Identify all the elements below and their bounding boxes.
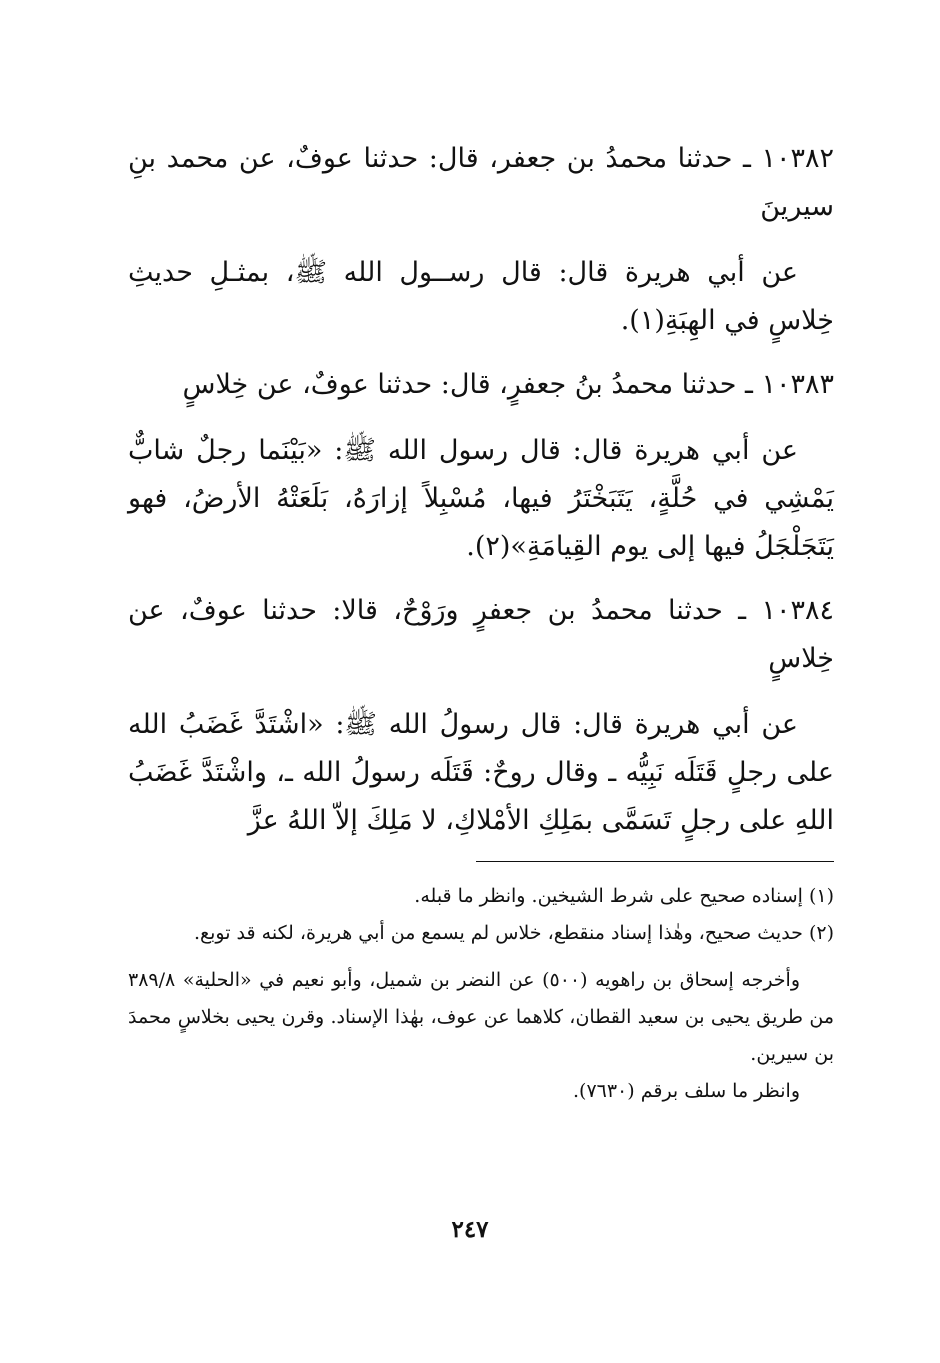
footnote-2: (٢) حديث صحيح، وهٰذا إسناد منقطع، خلاس لم يسمع من أبي هريرة، لكنه قد توبع. — [193, 922, 834, 944]
footnote-divider — [476, 861, 834, 862]
hadith-10383-chain: ١٠٣٨٣ ـ حدثنا محمدُ بنُ جعفرٍ، قال: حدثنا عوفٌ، عن خِلاسٍ — [182, 369, 834, 400]
footnote-2-see-also: وانظر ما سلف برقم (٧٦٣٠). — [572, 1080, 800, 1102]
hadith-10384-text: عن أبي هريرة قال: قال رسولُ الله ﷺ: «اشْتَدَّ غَضَبُ الله على رجلٍ قَتَلَه نَبِيُّه ـ وقال روحٌ: قَتَلَه رسولُ الله ـ، واشْتَدَّ غَضَبُ اللهِ على رجلٍ تَسَمَّى بمَلِكِ الأمْلاكِ، لا مَلِكَ إلاّ اللهُ عزَّ — [128, 709, 834, 836]
hadith-10382-text: عن أبي هريرة قال: قال رســول الله ﷺ، بمثـلِ حديثِ خِلاسٍ في الهِبَةِ(١). — [128, 257, 834, 336]
hadith-10384-chain: ١٠٣٨٤ ـ حدثنا محمدُ بن جعفرٍ ورَوْحٌ، قالا: حدثنا عوفٌ، عن خِلاسٍ — [128, 595, 834, 674]
footnote-2-sources: وأخرجه إسحاق بن راهويه (٥٠٠) عن النضر بن شميل، وأبو نعيم في «الحلية» ٣٨٩/٨ من طريق يحيى بن سعيد القطان، كلاهما عن عوف، بهٰذا الإسناد. وقرن يحيى بخلاسٍ محمدَ بن سيرين. — [128, 969, 834, 1065]
page-number: ٢٤٧ — [451, 1216, 489, 1243]
footnotes — [128, 878, 834, 1110]
main-text — [128, 135, 834, 845]
hadith-10383-text: عن أبي هريرة قال: قال رسول الله ﷺ: «بَيْنَما رجلٌ شابٌّ يَمْشِي في حُلَّةٍ، يَتَبَخْتَرُ فيها، مُسْبِلاً إزارَهُ، بَلَعَتْهُ الأرضُ، فهو يَتَجَلْجَلُ فيها إلى يوم القِيامَةِ»(٢). — [128, 435, 834, 562]
hadith-10382-chain: ١٠٣٨٢ ـ حدثنا محمدُ بن جعفر، قال: حدثنا عوفٌ، عن محمد بنِ سيرينَ — [128, 143, 834, 222]
footnote-1: (١) إسناده صحيح على شرط الشيخين. وانظر ما قبله. — [414, 885, 834, 907]
